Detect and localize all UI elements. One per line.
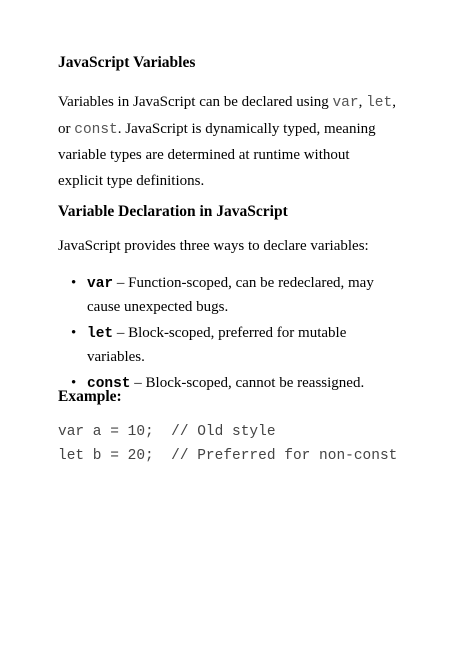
bullet-icon: •: [71, 375, 77, 391]
bullet-icon: •: [71, 275, 77, 291]
inline-code-const: const: [74, 121, 118, 138]
inline-code-var: var: [332, 95, 359, 111]
section-heading: Variable Declaration in JavaScript: [58, 203, 288, 220]
code-block: [58, 420, 397, 468]
example-heading: Example:: [58, 388, 122, 405]
intro-separator-2: , or: [58, 94, 396, 137]
lead-paragraph: JavaScript provides three ways to declare variables:: [58, 238, 369, 254]
bullet-icon: •: [71, 325, 77, 341]
intro-separator-1: ,: [358, 94, 367, 110]
code-line: var a = 10; // Old style: [58, 424, 276, 440]
intro-text-1: Variables in JavaScript can be declared using: [58, 94, 333, 110]
list-item-keyword: var: [87, 276, 114, 292]
list-item-keyword: const: [87, 376, 131, 392]
intro-paragraph: [58, 90, 398, 194]
inline-code-let: let: [366, 95, 393, 111]
intro-text-2: . JavaScript is dynamically typed, meaning variable types are determined at runtime without explicit type definitions.: [58, 120, 376, 189]
code-line: let b = 20; // Preferred for non-const: [58, 448, 398, 464]
keyword-list: [58, 272, 398, 399]
list-item-keyword: let: [87, 326, 114, 342]
list-item-description: – Block-scoped, preferred for mutable variables.: [87, 325, 347, 365]
page-title: JavaScript Variables: [58, 54, 196, 71]
list-item-description: – Function-scoped, can be redeclared, may cause unexpected bugs.: [87, 275, 374, 315]
list-item-description: – Block-scoped, cannot be reassigned.: [130, 375, 365, 391]
list-item: [58, 272, 398, 319]
list-item: [58, 322, 398, 369]
